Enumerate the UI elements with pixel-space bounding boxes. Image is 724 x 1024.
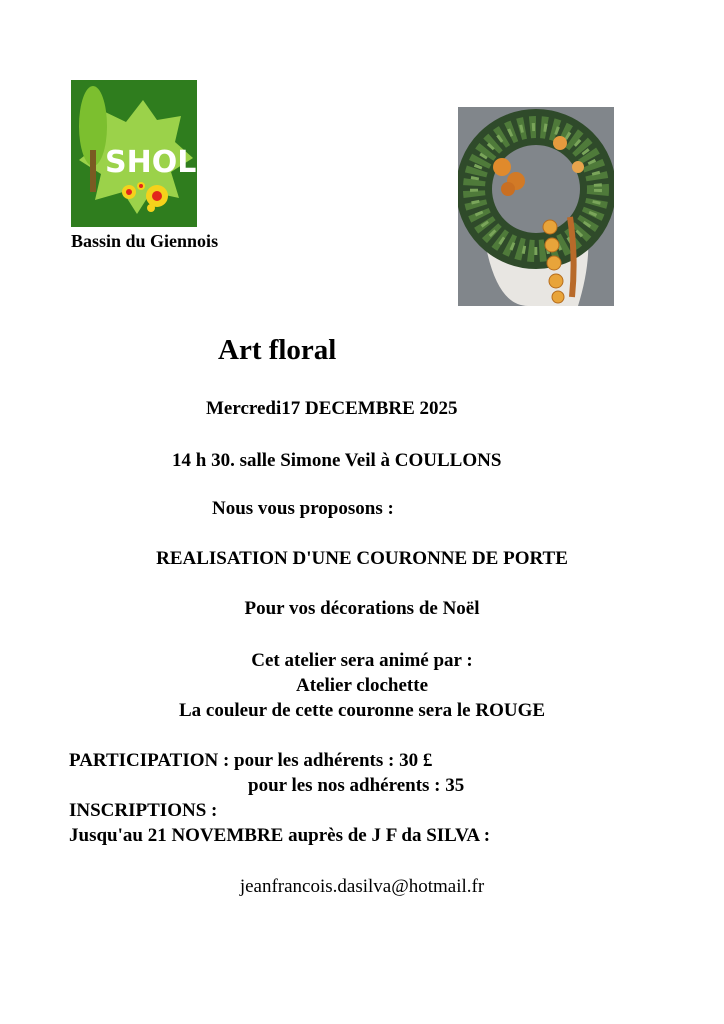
event-venue: 14 h 30. salle Simone Veil à COULLONS — [172, 450, 502, 471]
event-date: Mercredi17 DECEMBRE 2025 — [206, 398, 458, 419]
wreath-photo — [458, 107, 614, 306]
shol-logo — [71, 80, 197, 227]
event-title: Art floral — [218, 334, 337, 366]
logo-text: SHOL — [105, 145, 197, 180]
color-note: La couleur de cette couronne sera le ROUGE — [178, 700, 546, 721]
price-non-members: pour les nos adhérents : 35 — [248, 775, 465, 796]
contact-email: jeanfrancois.dasilva@hotmail.fr — [239, 876, 485, 897]
event-activity: REALISATION D'UNE COURONNE DE PORTE — [156, 548, 568, 569]
host-name: Atelier clochette — [295, 675, 429, 696]
registration-label: INSCRIPTIONS : — [69, 800, 218, 821]
host-intro: Cet atelier sera animé par : — [251, 650, 473, 671]
event-purpose: Pour vos décorations de Noël — [244, 598, 480, 619]
price-members: PARTICIPATION : pour les adhérents : 30 £ — [69, 750, 433, 771]
subtitle: Bassin du Giennois — [71, 231, 219, 251]
event-intro: Nous vous proposons : — [212, 498, 394, 519]
registration-deadline: Jusqu'au 21 NOVEMBRE auprès de J F da SILVA : — [69, 825, 491, 846]
